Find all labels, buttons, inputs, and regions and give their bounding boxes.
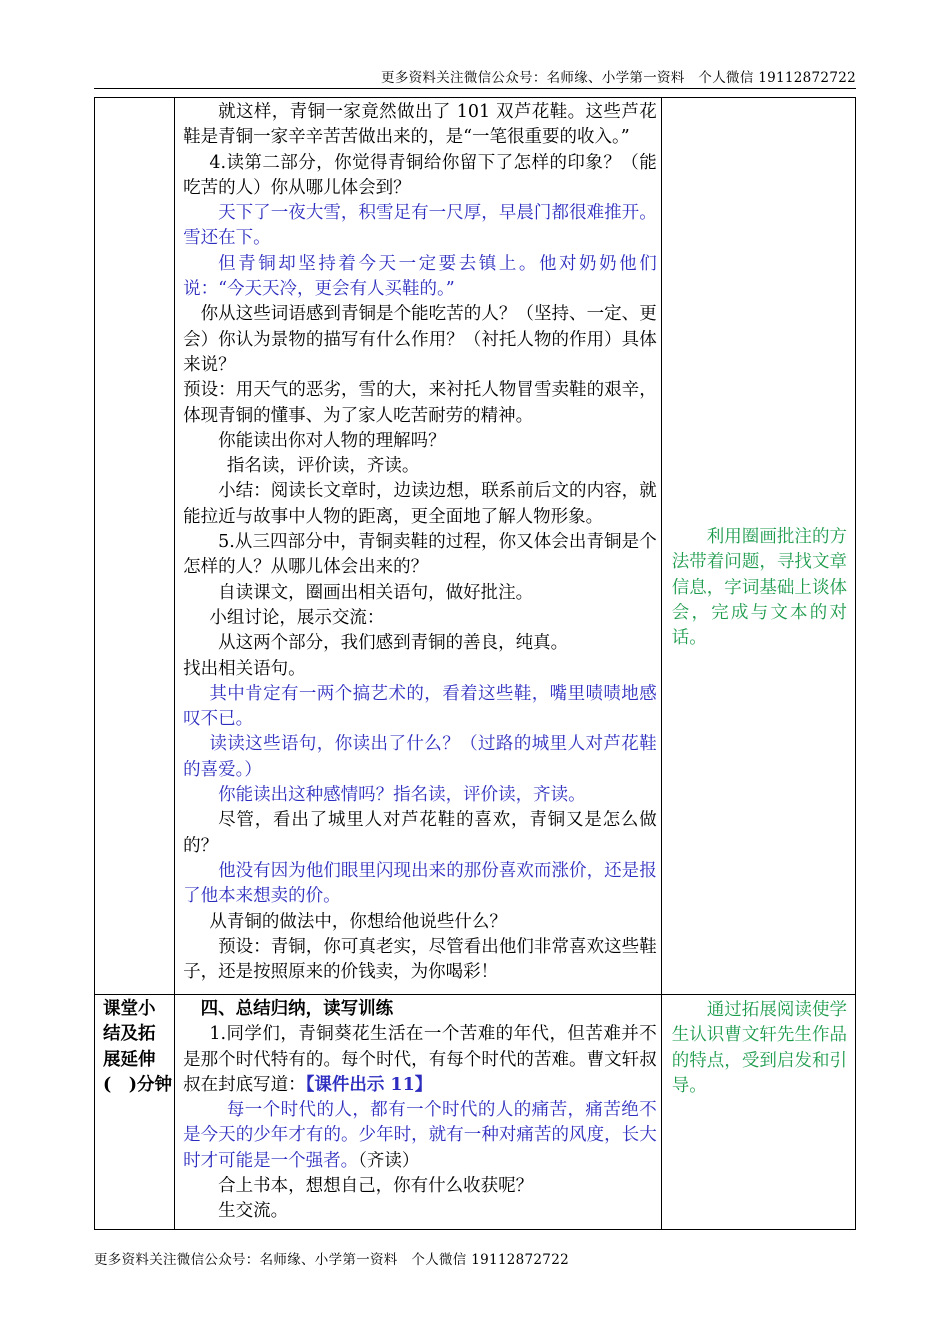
quote-paragraph: 但青铜却坚持着今天一定要去镇上。他对奶奶他们说：“今天天冷，更会有人买鞋的。” xyxy=(183,253,657,300)
paragraph-text: 1.同学们，青铜葵花生活在一个苦难的年代，但苦难并不是那个时代特有的。每个时代，有每个时代的苦难。曹文轩叔叔在封底写道： xyxy=(183,1024,657,1095)
content-cell xyxy=(175,98,662,995)
page-footer: 更多资料关注微信公众号：名师缘、小学第一资料 个人微信 19112872722 xyxy=(94,1252,569,1268)
quote-paragraph xyxy=(183,1098,657,1174)
quote-tail: （齐读） xyxy=(358,1150,420,1171)
paragraph: 预设：青铜，你可真老实，尽管看出他们非常喜欢这些鞋子，还是按照原来的价钱卖，为你喝彩！ xyxy=(183,936,657,983)
paragraph: 你能读出这种感情吗？指名读，评价读，齐读。 xyxy=(218,785,586,806)
paragraph: 读读这些语句，你读出了什么？（过路的城里人对芦花鞋的喜爱。） xyxy=(183,734,657,780)
teaching-note: 通过拓展阅读使学生认识曹文轩先生作品的特点，受到启发和引导。 xyxy=(671,1000,847,1096)
table-row xyxy=(95,98,856,995)
stage-label: 课堂小结及拓展延伸( )分钟 xyxy=(103,999,173,1095)
note-cell xyxy=(661,995,855,1230)
paragraph: 就这样，青铜一家竟然做出了 101 双芦花鞋。这些芦花鞋是青铜一家辛辛苦苦做出来的，是“一笔很重要的收入。” xyxy=(183,102,657,148)
question-paragraph: 4.读第二部分，你觉得青铜给你留下了怎样的印象？（能吃苦的人）你从哪儿体会到？ xyxy=(183,152,657,198)
paragraph: 尽管，看出了城里人对芦花鞋的喜欢，青铜又是怎么做的？ xyxy=(183,810,657,856)
paragraph: 从这两个部分，我们感到青铜的善良，纯真。 xyxy=(218,633,569,654)
summary-paragraph: 小结：阅读长文章时，边读边想，联系前后文的内容，就能拉近与故事中人物的距离，更全面地了解人物形象。 xyxy=(183,481,657,527)
quote-paragraph: 天下了一夜大雪，积雪足有一尺厚，早晨门都很难推开。雪还在下。 xyxy=(183,203,657,249)
paragraph: 找出相关语句。 xyxy=(183,658,306,679)
paragraph: 生交流。 xyxy=(218,1201,289,1222)
lesson-plan-table xyxy=(94,97,856,1230)
paragraph: 自读课文，圈画出相关语句，做好批注。 xyxy=(218,582,534,603)
paragraph: 你从这些词语感到青铜是个能吃苦的人？（坚持、一定、更会）你认为景物的描写有什么作用？（衬托人物的作用）具体来说？ xyxy=(183,304,657,375)
paragraph: 指名读，评价读，齐读。 xyxy=(226,456,420,477)
header-rule xyxy=(94,88,856,89)
paragraph: 你能读出你对人物的理解吗？ xyxy=(218,430,446,451)
content-cell xyxy=(175,995,662,1230)
stage-cell xyxy=(95,995,175,1230)
quote-paragraph: 其中肯定有一两个搞艺术的，看着这些鞋，嘴里啧啧地感叹不已。 xyxy=(183,683,657,730)
paragraph xyxy=(183,1022,657,1098)
page-header: 更多资料关注微信公众号：名师缘、小学第一资料 个人微信 19112872722 xyxy=(381,70,856,86)
courseware-reference: 【课件出示 11】 xyxy=(305,1074,433,1095)
paragraph: 预设：用天气的恶劣，雪的大，来衬托人物冒雪卖鞋的艰辛，体现青铜的懂事、为了家人吃苦耐劳的精神。 xyxy=(183,380,657,426)
table-row xyxy=(95,995,856,1230)
paragraph: 合上书本，想想自己，你有什么收获呢？ xyxy=(218,1176,534,1197)
quote-paragraph: 他没有因为他们眼里闪现出来的那份喜欢而涨价，还是报了他本来想卖的价。 xyxy=(183,860,657,907)
question-paragraph: 5.从三四部分中，青铜卖鞋的过程，你又体会出青铜是个怎样的人？从哪儿体会出来的？ xyxy=(183,532,657,578)
note-cell xyxy=(661,98,855,995)
stage-cell-empty xyxy=(95,98,175,995)
paragraph: 小组讨论，展示交流： xyxy=(209,607,385,628)
paragraph: 从青铜的做法中，你想给他说些什么？ xyxy=(209,911,507,932)
teaching-note: 利用圈画批注的方法带着问题，寻找文章信息，字词基础上谈体会，完成与文本的对话。 xyxy=(671,527,847,649)
quote-text: 每一个时代的人，都有一个时代的人的痛苦，痛苦绝不是今天的少年才有的。少年时，就有一种对痛苦的风度，长大时才可能是一个强者。 xyxy=(183,1100,657,1171)
section-heading: 四、总结归纳，读写训练 xyxy=(200,999,394,1019)
